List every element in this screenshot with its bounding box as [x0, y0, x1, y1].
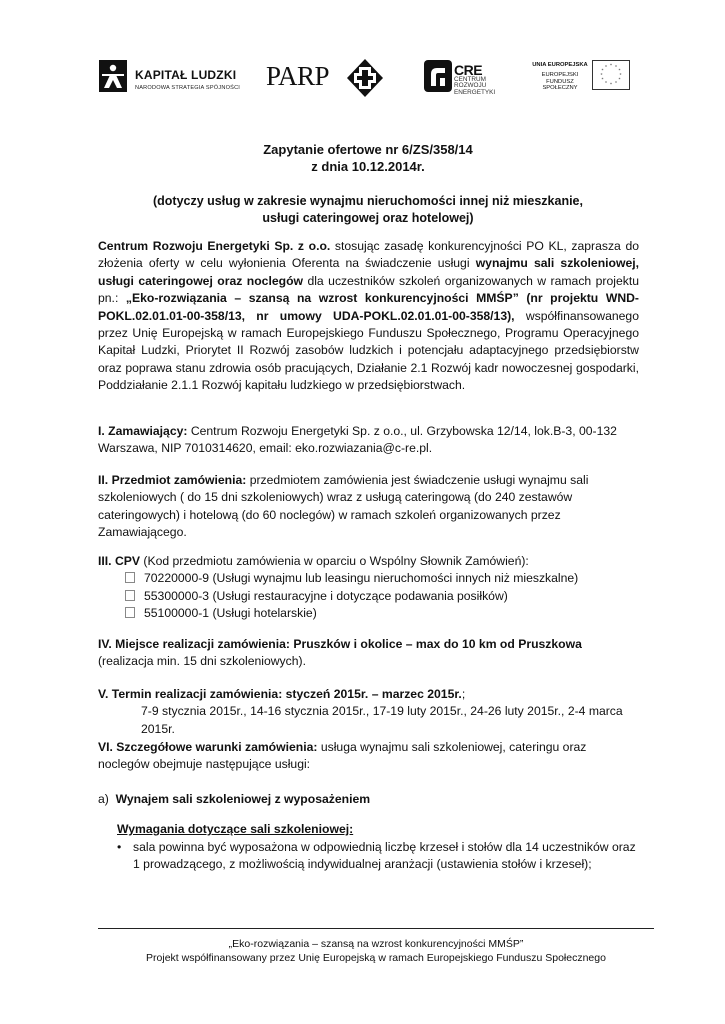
list-item — [117, 839, 639, 874]
requirement-text: sala powinna być wyposażona w odpowiednią liczbę krzeseł i stołów dla 14 uczestników oraz 1 prowadzącego, z możliwością indywidualnej aranżacji (ustawienia stołów i krzeseł); — [133, 840, 636, 872]
cre-mark-icon — [424, 60, 452, 92]
cre-fullname — [454, 77, 495, 96]
intro-paragraph — [98, 238, 639, 395]
cre-line2: ROZWOJU — [454, 82, 487, 90]
checkbox-icon — [125, 572, 135, 583]
parp-name: PARP — [266, 61, 330, 91]
footer-project-name: „Eko-rozwiązania – szansą na wzrost konkurencyjności MMŚP” — [228, 938, 524, 950]
section-label: Szczegółowe warunki zamówienia: — [116, 740, 318, 754]
kapital-ludzki-logo — [98, 54, 248, 98]
svg-text:*: * — [618, 77, 621, 82]
section-termin — [98, 686, 639, 738]
intro-company: Centrum Rozwoju Energetyki Sp. z o.o. — [98, 239, 331, 253]
document-date: z dnia 10.12.2014r. — [311, 159, 425, 174]
ue-line3: FUNDUSZ SPOŁECZNY — [542, 79, 578, 91]
cre-name: CRE — [454, 62, 483, 78]
intro-text1: stosując zasadę konkurencyjności PO KL, zaprasza do złożenia oferty w celu wyłonienia Oferenta na świadczenie usługi — [98, 239, 640, 271]
logo-bar — [98, 52, 628, 102]
section-warunki — [98, 739, 639, 774]
cre-line1: CENTRUM — [454, 76, 486, 83]
ue-line1: UNIA EUROPEJSKA — [532, 62, 588, 68]
svg-text:*: * — [619, 72, 622, 78]
termin-dates: 7-9 stycznia 2015r., 14-16 stycznia 2015r., 17-19 luty 2015r., 24-26 luty 2015r., 2-4 marca 2015r. — [141, 704, 623, 736]
svg-text:*: * — [601, 68, 604, 73]
document-title: Zapytanie ofertowe nr 6/ZS/358/14 — [263, 142, 473, 157]
section-miejsce — [98, 636, 639, 671]
section-label: Miejsce realizacji zamówienia: Pruszków i okolice – max do 10 km od Pruszkowa — [115, 637, 582, 651]
bullet-icon: • — [117, 840, 122, 854]
section-text: Centrum Rozwoju Energetyki Sp. z o.o., ul. Grzybowska 12/14, lok.B-3, 00-132 Warszawa, NIP 7010314620, email: eko.rozwiazania@c-re.pl. — [98, 424, 617, 456]
section-number: III. — [98, 554, 112, 568]
cpv-item: 55300000-3 (Usługi restauracyjne i dotyczące podawania posiłków) — [125, 588, 639, 605]
requirements-heading: Wymagania dotyczące sali szkoleniowej: — [117, 822, 354, 836]
footer-cofinancing: Projekt współfinansowany przez Unię Europejską w ramach Europejskiego Funduszu Społecznego — [146, 952, 606, 964]
svg-text:*: * — [605, 64, 607, 70]
section-text: (Kod przedmiotu zamówienia w oparciu o Wspólny Słownik Zamówień): — [140, 554, 529, 568]
section-number: VI. — [98, 740, 113, 754]
section-text: (realizacja min. 15 dni szkoleniowych). — [98, 654, 306, 669]
document-subtitle-line1: (dotyczy usług w zakresie wynajmu nieruchomości innej niż mieszkanie, — [153, 194, 583, 208]
section-label: Zamawiający: — [108, 424, 188, 438]
intro-text2: dla uczestników szkoleń organizowanych w ramach projektu pn.: — [98, 273, 639, 306]
kapital-ludzki-mark-icon — [98, 54, 128, 98]
section-label: Przedmiot zamówienia: — [111, 473, 247, 487]
cre-logo — [424, 58, 500, 98]
intro-services: wynajmu sali szkoleniowej, usługi cateringowej oraz noclegów — [98, 256, 639, 288]
svg-text:*: * — [615, 80, 617, 86]
intro-text3: współfinansowanego przez Unię Europejską w ramach Europejskiego Funduszu Społecznego, Programu Operacyjnego Kapitał Ludzki, Priorytet II Rozwój zasobów ludzkich i potencjału adaptacyjnego przedsiębiorstw oraz poprawa stanu zdrowia osób pracujących, Działanie 2.1 Rozwój kadr nowoczesnej gospodarki, Poddziałanie 2.1.1 Rozwój kapitału ludzkiego w przedsiębiorstwach. — [98, 308, 639, 393]
svg-text:*: * — [610, 63, 612, 68]
section-text: ; — [461, 687, 466, 701]
subsection-a — [98, 792, 370, 806]
cpv-item: 70220000-9 (Usługi wynajmu lub leasingu nieruchomości innych niż mieszkalne) — [125, 570, 639, 587]
intro-project: „Eko-rozwiązania – szansą na wzrost konkurencyjności MMŚP” (nr projektu WND-POKL.02.01.01-00-358/13, nr umowy UDA-POKL.02.01.01-00-358/13), — [98, 291, 639, 323]
section-text: przedmiotem zamówienia jest świadczenie usługi wynajmu sali szkoleniowych ( do 15 dni szkoleniowych) wraz z usługą cateringową (do 240 zestawów cateringowych) i hotelową (do 60 noclegów) w ramach szkoleń organizowanych przez Zamawiającego. — [98, 473, 589, 540]
kapital-ludzki-name: KAPITAŁ LUDZKI — [135, 68, 237, 82]
subsection-label: Wynajem sali szkoleniowej z wyposażeniem — [115, 792, 371, 806]
checkbox-icon — [125, 590, 135, 601]
section-cpv — [98, 553, 639, 623]
section-number: IV. — [98, 637, 112, 651]
kapital-ludzki-tagline: NARODOWA STRATEGIA SPÓJNOŚCI — [135, 85, 241, 91]
section-number: II. — [98, 473, 109, 487]
section-label: CPV — [114, 554, 140, 568]
section-label: Termin realizacji zamówienia: styczeń 2015r. – marzec 2015r. — [111, 687, 462, 701]
cre-line3: ENERGETYKI — [454, 88, 496, 96]
svg-text:*: * — [610, 82, 612, 87]
ue-logo — [528, 60, 628, 100]
svg-text:*: * — [605, 80, 607, 86]
cpv-item: 55100000-1 (Usługi hotelarskie) — [125, 605, 639, 622]
svg-text:*: * — [618, 68, 621, 73]
section-number: I. — [98, 424, 105, 438]
subsection-number: a) — [98, 792, 109, 806]
section-zamawiajacy — [98, 423, 639, 458]
svg-text:*: * — [600, 72, 603, 78]
footer-divider — [98, 928, 654, 929]
eu-flag-icon — [592, 60, 630, 90]
checkbox-icon — [125, 607, 135, 618]
parp-cross-icon — [346, 58, 384, 98]
ue-line2: EUROPEJSKI — [541, 72, 579, 78]
parp-logo — [266, 58, 384, 98]
document-subtitle-line2: usługi cateringowej oraz hotelowej) — [262, 211, 474, 225]
svg-text:*: * — [601, 77, 604, 82]
section-text: usługa wynajmu sali szkoleniowej, cateringu oraz noclegów obejmuje następujące usługi: — [98, 740, 587, 772]
section-przedmiot — [98, 472, 639, 542]
svg-text:*: * — [615, 64, 617, 70]
section-number: V. — [98, 687, 109, 701]
